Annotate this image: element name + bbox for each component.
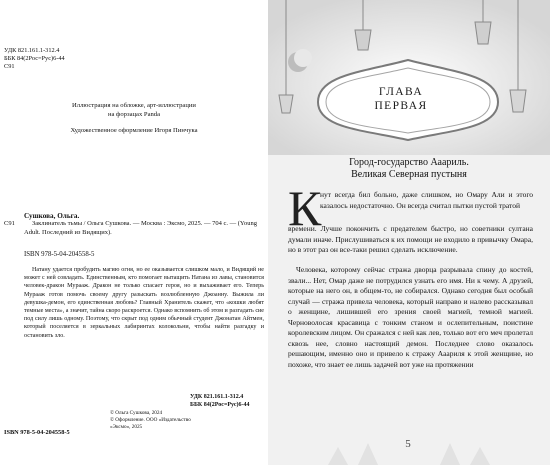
chapter-title-line-1: ГЛАВА xyxy=(378,86,424,98)
page-number: 5 xyxy=(405,438,411,450)
bbk-line: ББК 84(2Рос=Рус)6-44 xyxy=(4,55,65,63)
c91-line: С91 xyxy=(4,63,15,71)
illustration-credit-line-2: на форзацах Panda xyxy=(107,111,161,118)
chapter-illustration xyxy=(268,0,550,155)
illustration-credit-line-1: Иллюстрация на обложке, арт-иллюстрации xyxy=(72,102,196,109)
chapter-subtitle-line-2: Великая Северная пустыня xyxy=(351,169,467,180)
design-credit: Художественное оформление Игоря Пинчука xyxy=(70,127,198,134)
paragraph-1-rest: времени. Лучше покончить с предателем быстро, но советники султана думали иначе. Прислушиваться к их помощи не входило в привычку Омара, но в этот раз он все-таки решил сделать исключение. xyxy=(288,224,533,254)
bibliographic-record: Заклинатель тьмы / Ольга Сушкова. — Москва : Эксмо, 2025. — 704 с. — (Young Adult. Последний из Видящих). xyxy=(24,220,257,236)
copyright-author: © Ольга Сушкова, 2024 xyxy=(110,410,163,416)
paragraph-1-first: нут всегда бил больно, даже слишком, но Омару Али и этого казалось недостаточно. Он всегда считал пытки пустой тратой xyxy=(320,190,533,210)
chapter-title-line-2: ПЕРВАЯ xyxy=(374,100,428,112)
chapter-title xyxy=(356,85,446,113)
author-name: Сушкова, Ольга. xyxy=(24,212,80,220)
bbk-bottom-line: ББК 84(2Рос=Рус)6-44 xyxy=(190,402,250,408)
copyright-design: © Оформление. ООО «Издательство xyxy=(110,417,191,423)
udk-block-bottom xyxy=(190,393,250,409)
paragraph-2: Человека, которому сейчас стража дворца разрывала спину до костей, звали... Нет, Омар даже не потрудился узнать его имя. Ни к чему. А друзей, которые на него он, в общем-то, не собирался. Однако сегодня был особый случай — стража привела человека, который направо и налево рассказывал о женщине, лишившей его зрения своей магией, темной магией. Черноволосая красавица с тонким станом и ослепительным, поистине королевским лицом. Он сражался с ней как лев, только вот его меч пролетал сквозь нее, словно настоящий демон. Последнее слово оказалось решающим, именно оно и привело к стражу Ааариля к этой женщине, но похоже, что знает ее лишь задачей вот уже на протяжении xyxy=(288,265,533,369)
copyright-block xyxy=(110,410,191,431)
chapter-subtitle-line-1: Город-государство Ааариль. xyxy=(349,157,469,168)
imprint-page xyxy=(0,0,268,465)
udk-bottom-line: УДК 821.161.1-312.4 xyxy=(190,394,244,400)
annotation: Натану удается пробудить магию огня, но ее оказывается слишком мало, и Видящий не может с ней совладать. Единственным, кто помогает вытащить Натана из лавы, становится человек-дракон Мурааж. Дракон не только спасает героя, но и выхаживает его. Теперь Мурааж готов помочь своему другу разыскать возлюбленную Джоанну. Выжила ли девушка-демон, его единственная любовь? Главный Хранитель скажет, что «кошки любят темные места», а значит, тайна скоро раскроется. Однако вспомнить об этом и разгадать сие под силу лишь одному. Поэтому, что скрыт под одним обычный студент Джонатан Айтмен, который поселяется в зеркальных лабиринтах колокольни, чтобы найти разгадку и остановить зло. xyxy=(24,267,264,339)
chapter-page xyxy=(268,0,550,465)
udk-line: УДК 821.161.1-312.4 xyxy=(4,47,60,54)
copyright-publisher: «Эксмо», 2025 xyxy=(110,424,143,430)
isbn-bottom: ISBN 978-5-04-204558-5 xyxy=(4,429,70,436)
illustration-credit xyxy=(0,101,268,119)
isbn: ISBN 978-5-04-204558-5 xyxy=(24,251,95,258)
udk-block-top xyxy=(4,47,65,72)
c91-code: С91 xyxy=(4,220,15,227)
drop-cap: К xyxy=(288,180,322,236)
